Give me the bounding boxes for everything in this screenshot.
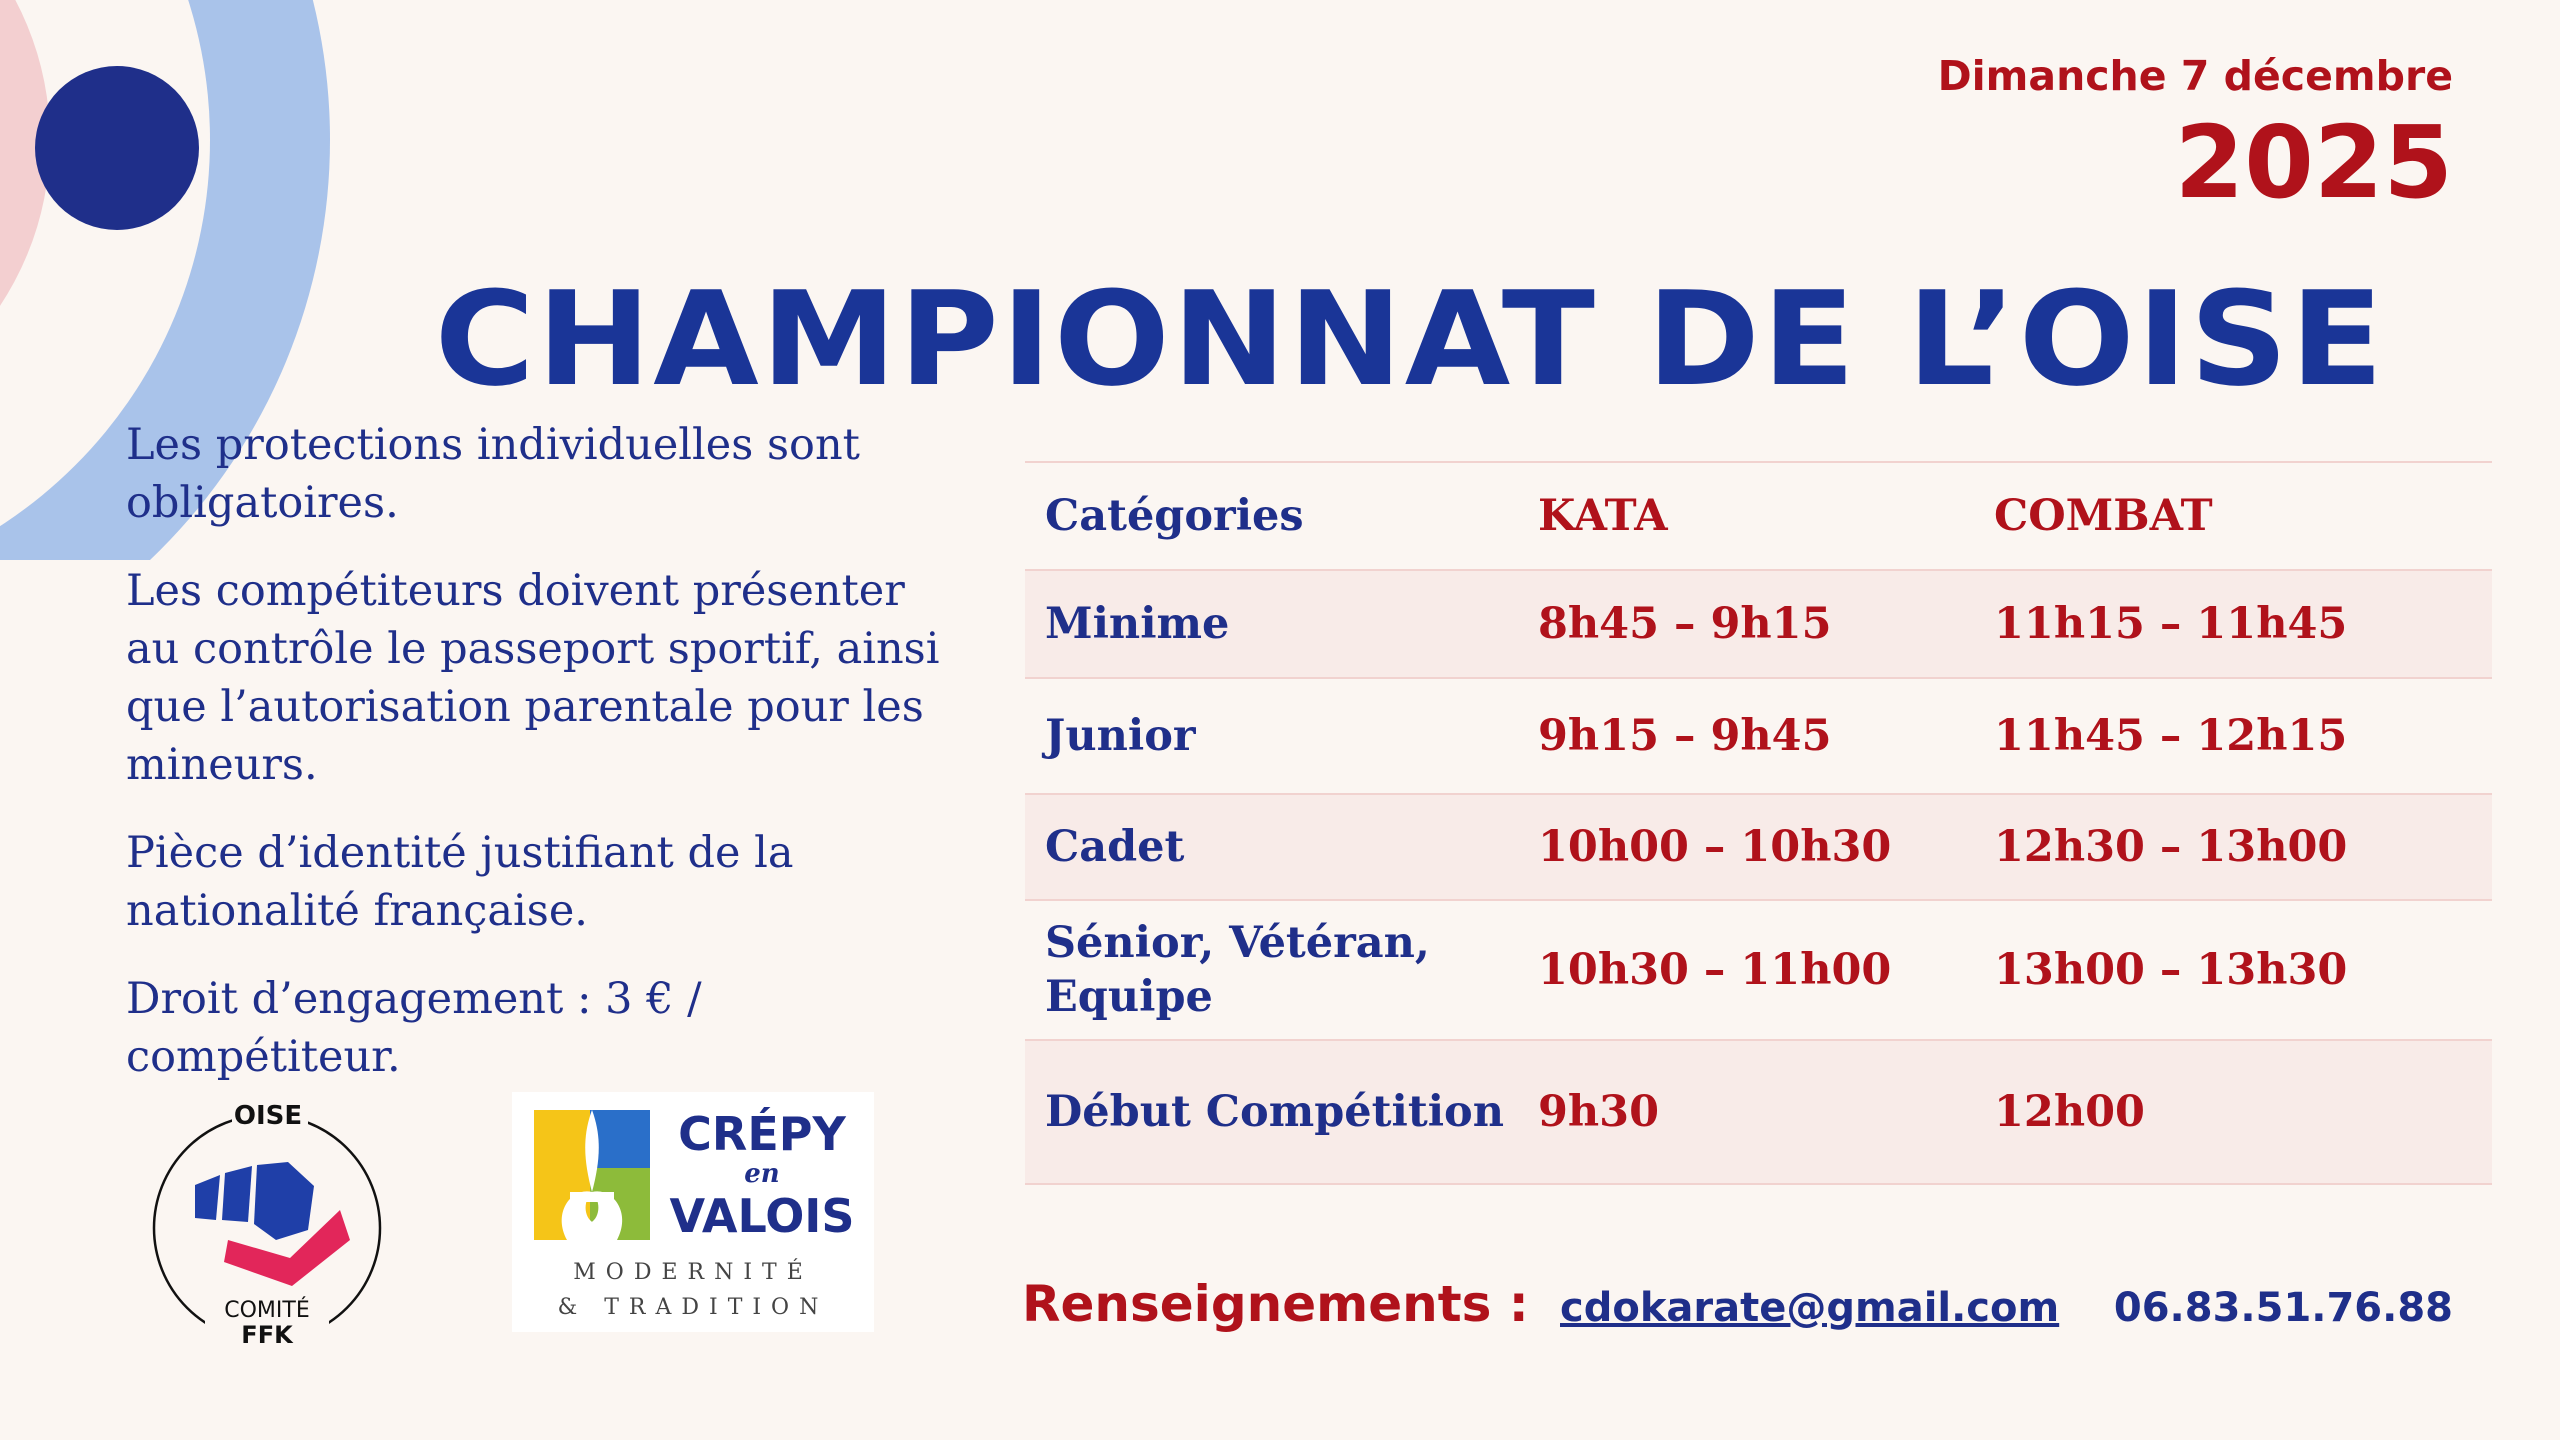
oise-ffk-logo	[140, 1090, 400, 1350]
event-year: 2025	[2174, 104, 2453, 221]
table-row	[1025, 569, 2492, 677]
oise-logo-top-text: OISE	[233, 1101, 303, 1131]
page-title	[0, 263, 2560, 415]
row-combat: 13h00 – 13h30	[1994, 945, 2348, 995]
oise-logo-ffk: FFK	[241, 1321, 293, 1349]
crepy-logo-line3: VALOIS	[669, 1189, 855, 1243]
row-kata: 8h45 – 9h15	[1538, 599, 1832, 649]
row-kata: 10h30 – 11h00	[1538, 945, 1892, 995]
crepy-logo-tag2: & TRADITION	[557, 1295, 829, 1320]
oise-logo-comite: COMITÉ	[224, 1298, 310, 1323]
crepy-logo-line2: en	[744, 1159, 780, 1189]
row-kata: 9h15 – 9h45	[1538, 711, 1832, 761]
table-row	[1025, 899, 2492, 1039]
row-category: Minime	[1045, 599, 1230, 649]
header-combat: COMBAT	[1994, 491, 2213, 541]
contact-phone: 06.83.51.76.88	[2113, 1285, 2453, 1331]
schedule-table	[1025, 461, 2492, 1185]
info-paragraph: Les protections individuelles sont obligatoires.	[126, 420, 860, 528]
row-category: Début Compétition	[1045, 1087, 1504, 1137]
row-category: Cadet	[1045, 822, 1185, 872]
table-row	[1025, 677, 2492, 793]
contact-email-link[interactable]: cdokarate@gmail.com	[1560, 1285, 2060, 1331]
crepy-logo-tag1: MODERNITÉ	[573, 1260, 813, 1285]
table-row	[1025, 793, 2492, 899]
crepy-logo-line1: CRÉPY	[678, 1107, 846, 1161]
info-text	[126, 416, 966, 1116]
contact-label: Renseignements :	[1022, 1275, 1529, 1333]
row-combat: 11h15 – 11h45	[1994, 599, 2348, 649]
info-paragraph: Les compétiteurs doivent présenter au contrôle le passeport sportif, ainsi que l’autorisation parentale pour les mineurs.	[126, 566, 940, 790]
row-kata: 9h30	[1538, 1087, 1660, 1137]
row-category: Junior	[1045, 711, 1196, 761]
table-row	[1025, 1039, 2492, 1185]
event-date: Dimanche 7 décembre	[1937, 52, 2453, 100]
header-categories: Catégories	[1045, 491, 1304, 541]
row-kata: 10h00 – 10h30	[1538, 822, 1892, 872]
info-paragraph: Pièce d’identité justifiant de la nationalité française.	[126, 828, 794, 936]
info-paragraph: Droit d’engagement : 3 € / compétiteur.	[126, 974, 702, 1082]
page-title-text: CHAMPIONNAT DE L’OISE	[434, 263, 2386, 415]
row-category: Sénior, Vétéran, Equipe	[1045, 918, 1430, 1022]
row-combat: 11h45 – 12h15	[1994, 711, 2348, 761]
table-header-row	[1025, 461, 2492, 569]
row-combat: 12h00	[1994, 1087, 2145, 1137]
crepy-en-valois-logo	[512, 1092, 874, 1332]
header-kata: KATA	[1538, 491, 1668, 541]
row-combat: 12h30 – 13h00	[1994, 822, 2348, 872]
